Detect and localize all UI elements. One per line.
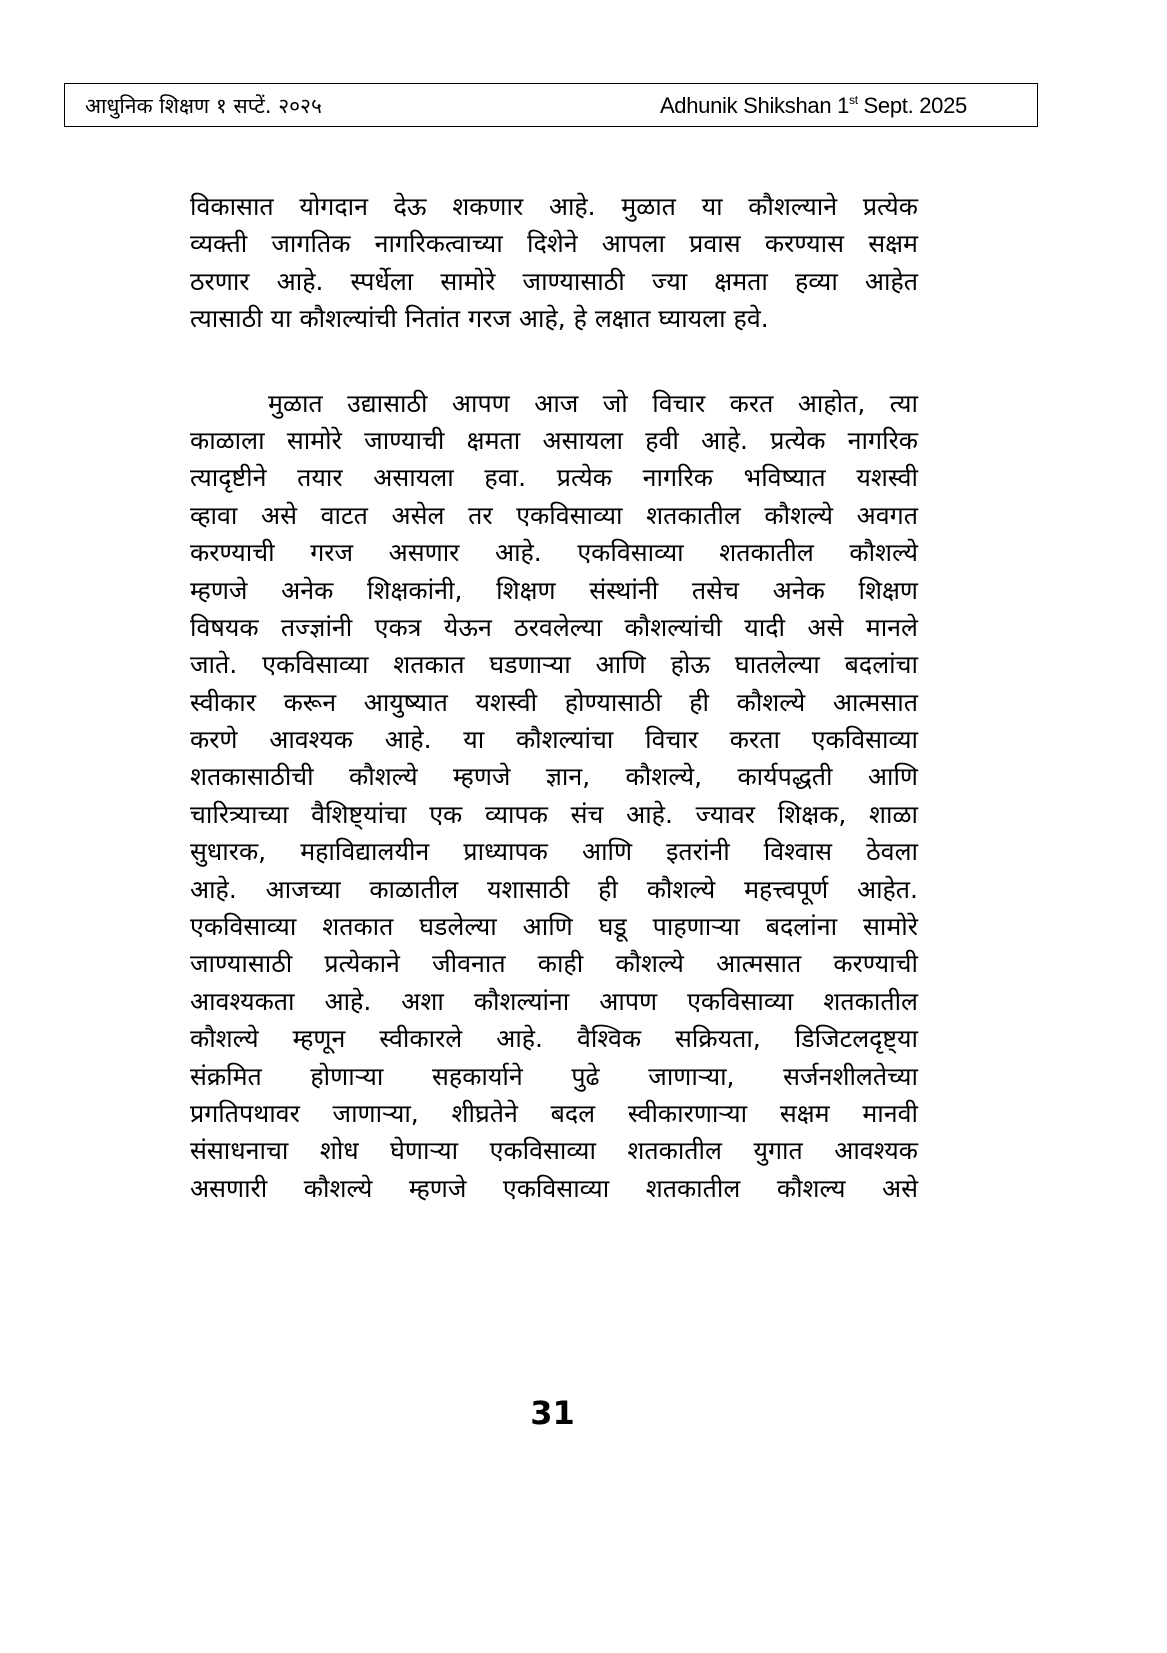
text-line: विकासात योगदान देऊ शकणार आहे. मुळात या कौशल्याने प्रत्येक [190,192,918,221]
text-line: करण्याची गरज असणार आहे. एकविसाव्या शतकातील कौशल्ये [190,538,918,568]
text-line: करणे आवश्यक आहे. या कौशल्यांचा विचार करता एकविसाव्या [190,725,918,755]
text-line: ठरणार आहे. स्पर्धेला सामोरे जाण्यासाठी ज्या क्षमता हव्या आहेत [190,266,918,296]
text-line: जाण्यासाठी प्रत्येकाने जीवनात काही कौशल्ये आत्मसात करण्याची [190,949,918,979]
text-line: म्हणजे अनेक शिक्षकांनी, शिक्षण संस्थांनी तसेच अनेक शिक्षण [190,575,918,605]
text-line: व्हावा असे वाटत असेल तर एकविसाव्या शतकातील कौशल्ये अवगत [190,500,918,530]
header-english-main: Adhunik Shikshan 1 [659,93,850,118]
text-line: चारित्र्याच्या वैशिष्ट्यांचा एक व्यापक संच आहे. ज्यावर शिक्षक, शाळा [190,799,918,829]
paragraph-spacer [190,338,918,385]
text-line: विषयक तज्ज्ञांनी एकत्र येऊन ठरवलेल्या कौशल्यांची यादी असे मानले [190,612,918,642]
text-line: त्यादृष्टीने तयार असायला हवा. प्रत्येक नागरिक भविष्यात यशस्वी [190,463,918,493]
text-line: संसाधनाचा शोध घेणाऱ्या एकविसाव्या शतकातील युगात आवश्यक [190,1136,918,1166]
article-body [190,188,918,1207]
text-line: स्वीकार करून आयुष्यात यशस्वी होण्यासाठी ही कौशल्ये आत्मसात [190,687,918,717]
running-header [64,83,1038,127]
text-line: आहे. आजच्या काळातील यशासाठी ही कौशल्ये महत्त्वपूर्ण आहेत. [190,874,918,904]
paragraph-1 [190,188,918,338]
text-line: काळाला सामोरे जाण्याची क्षमता असायला हवी आहे. प्रत्येक नागरिक [190,425,918,455]
header-journal-title-english [660,93,967,119]
text-line: त्यासाठी या कौशल्यांची नितांत गरज आहे, हे लक्षात घ्यायला हवे. [190,304,769,334]
text-line: सुधारक, महाविद्यालयीन प्राध्यापक आणि इतरांनी विश्वास ठेवला [190,837,918,867]
text-line: संक्रमित होणाऱ्या सहकार्याने पुढे जाणाऱ्या, सर्जनशीलतेच्या [190,1061,918,1091]
text-line: जाते. एकविसाव्या शतकात घडणाऱ्या आणि होऊ घातलेल्या बदलांचा [190,650,918,680]
text-line: आवश्यकता आहे. अशा कौशल्यांना आपण एकविसाव्या शतकातील [190,986,918,1016]
text-line: व्यक्ती जागतिक नागरिकत्वाच्या दिशेने आपला प्रवास करण्यास सक्षम [190,229,918,259]
header-english-date: Sept. 2025 [857,93,967,118]
header-journal-title-marathi: आधुनिक शिक्षण १ सप्टें. २०२५ [85,94,322,118]
header-english-ordinal: st [849,93,858,107]
text-line: मुळात उद्यासाठी आपण आज जो विचार करत आहोत, त्या [268,388,918,418]
text-line: कौशल्ये म्हणून स्वीकारले आहे. वैश्विक सक्रियता, डिजिटलदृष्ट्या [190,1024,918,1054]
paragraph-2 [190,385,918,1208]
text-line: प्रगतिपथावर जाणाऱ्या, शीघ्रतेने बदल स्वीकारणाऱ्या सक्षम मानवी [190,1098,918,1128]
text-line: एकविसाव्या शतकात घडलेल्या आणि घडू पाहणाऱ्या बदलांना सामोरे [190,912,918,942]
text-line: शतकासाठीची कौशल्ये म्हणजे ज्ञान, कौशल्ये, कार्यपद्धती आणि [190,762,918,792]
page-number: 31 [530,1394,575,1432]
text-line: असणारी कौशल्ये म्हणजे एकविसाव्या शतकातील कौशल्य असे [190,1173,918,1203]
